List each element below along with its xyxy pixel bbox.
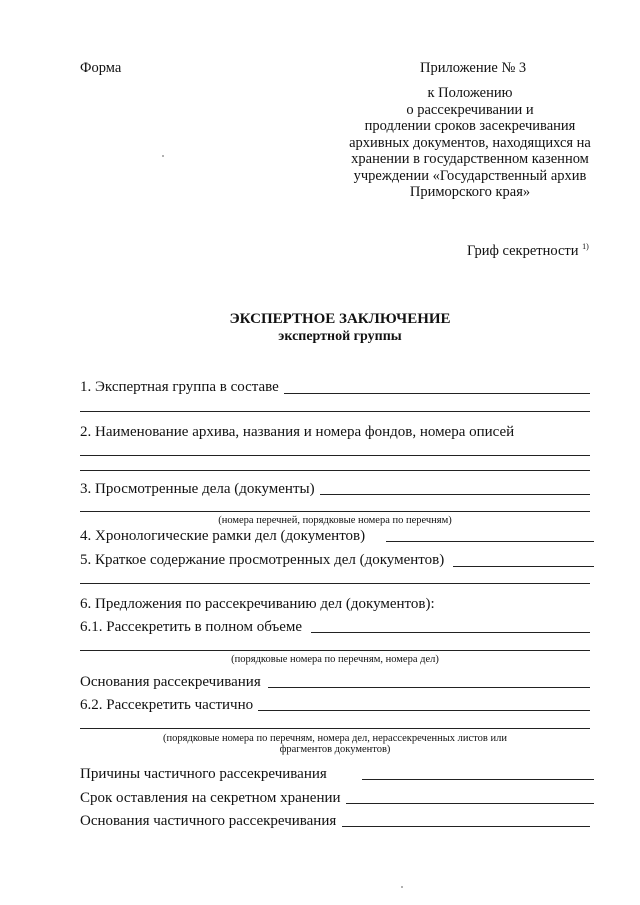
field-6-2-hint-line-2: фрагментов документов) bbox=[279, 744, 391, 755]
field-4-label: 4. Хронологические рамки дел (документов) bbox=[80, 528, 366, 544]
field-3-input-line[interactable] bbox=[320, 494, 590, 495]
scan-speck bbox=[401, 886, 403, 888]
field-6-2-input-line[interactable] bbox=[258, 710, 590, 711]
field-3-hint: (номера перечней, порядковые номера по перечням) bbox=[218, 515, 452, 526]
form-label: Форма bbox=[80, 60, 122, 76]
field-6-2-reasons-input-line[interactable] bbox=[362, 779, 594, 780]
appendix-block bbox=[330, 85, 610, 201]
field-6-2-term-input-line[interactable] bbox=[346, 803, 594, 804]
field-6-1-hint: (порядковые номера по перечням, номера дел) bbox=[231, 654, 439, 665]
field-6-2-hint-line-1: (порядковые номера по перечням, номера дел, нерассекреченных листов или bbox=[163, 733, 507, 744]
field-6-1-basis-label: Основания рассекречивания bbox=[80, 674, 261, 690]
field-5-input-line-2[interactable] bbox=[80, 583, 590, 584]
document-subtitle: экспертной группы bbox=[278, 329, 402, 344]
field-1-label: 1. Экспертная группа в составе bbox=[80, 379, 279, 395]
field-6-label: 6. Предложения по рассекречиванию дел (документов): bbox=[80, 596, 435, 612]
appendix-line: архивных документов, находящихся на bbox=[349, 134, 591, 151]
appendix-line: продлении сроков засекречивания bbox=[364, 118, 576, 134]
field-5-label: 5. Краткое содержание просмотренных дел (документов) bbox=[80, 552, 445, 568]
secrecy-footnote-mark: 1) bbox=[582, 242, 589, 251]
field-6-1-label: 6.1. Рассекретить в полном объеме bbox=[80, 619, 303, 635]
field-6-2-basis-input-line[interactable] bbox=[342, 826, 590, 827]
field-6-1-input-line-2[interactable] bbox=[80, 650, 590, 651]
field-6-2-term-label: Срок оставления на секретном хранении bbox=[80, 790, 341, 806]
field-1-input-line-2[interactable] bbox=[80, 411, 590, 412]
field-3-input-line-2[interactable] bbox=[80, 511, 590, 512]
field-6-2-basis-label: Основания частичного рассекречивания bbox=[80, 813, 337, 829]
field-1-input-line[interactable] bbox=[284, 393, 590, 394]
field-2-input-line-2[interactable] bbox=[80, 470, 590, 471]
field-3-label: 3. Просмотренные дела (документы) bbox=[80, 481, 315, 497]
appendix-line: учреждении «Государственный архив bbox=[353, 167, 587, 184]
scan-speck bbox=[162, 155, 164, 157]
document-title: ЭКСПЕРТНОЕ ЗАКЛЮЧЕНИЕ bbox=[229, 311, 451, 327]
field-6-2-reasons-label: Причины частичного рассекречивания bbox=[80, 766, 327, 782]
appendix-line: к Положению bbox=[427, 85, 513, 101]
field-6-2-input-line-2[interactable] bbox=[80, 728, 590, 729]
field-2-input-line[interactable] bbox=[80, 455, 590, 456]
field-2-label: 2. Наименование архива, названия и номера фондов, номера описей bbox=[80, 424, 515, 440]
appendix-line: о рассекречивании и bbox=[406, 101, 534, 118]
secrecy-stamp bbox=[467, 238, 589, 260]
field-4-input-line[interactable] bbox=[386, 541, 594, 542]
appendix-line: Приморского края» bbox=[409, 184, 531, 200]
appendix-line: хранении в государственном казенном bbox=[351, 151, 589, 167]
secrecy-stamp-label: Гриф секретности bbox=[467, 242, 579, 259]
appendix-number: Приложение № 3 bbox=[420, 60, 527, 76]
field-5-input-line[interactable] bbox=[453, 566, 594, 567]
field-6-1-basis-input-line[interactable] bbox=[268, 687, 590, 688]
field-6-1-input-line[interactable] bbox=[311, 632, 590, 633]
field-6-2-label: 6.2. Рассекретить частично bbox=[80, 697, 254, 713]
